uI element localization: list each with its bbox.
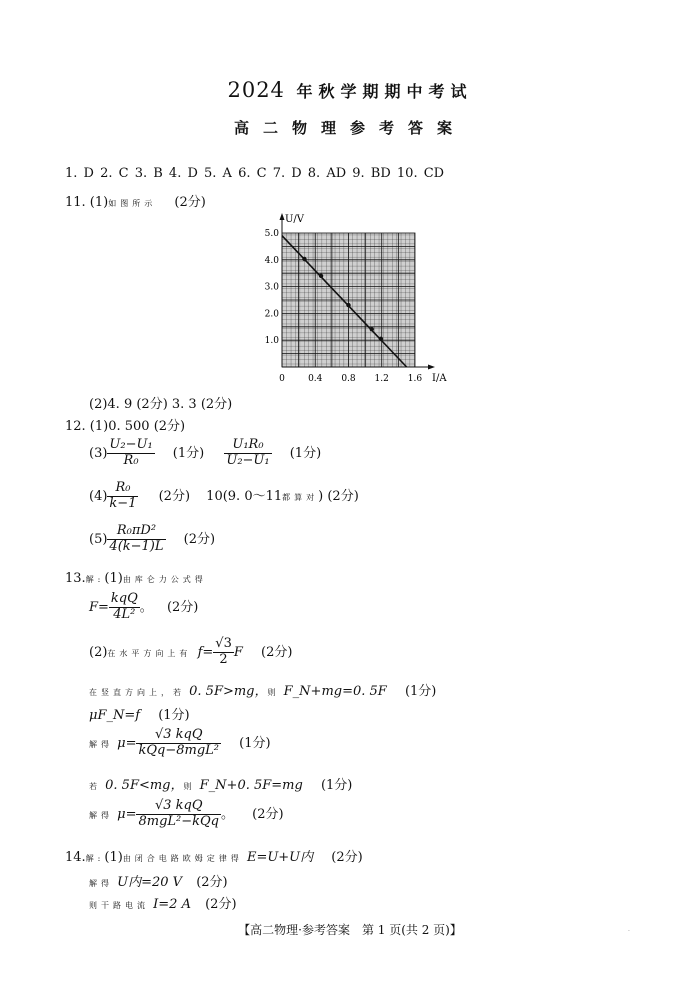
- q13-eq1: [89, 592, 198, 623]
- q14-intro: [65, 846, 363, 865]
- exam-year: 2024: [227, 78, 285, 102]
- ui-chart: [260, 208, 460, 388]
- x-axis-label: I/A: [432, 373, 447, 384]
- q12-part3: [89, 438, 321, 469]
- q13-line7: [89, 799, 284, 830]
- q12-part3-f2-den: U₂−U₁: [226, 452, 270, 468]
- q13-part2-text: 在水平方向上有: [107, 648, 192, 658]
- exam-title: [0, 78, 700, 102]
- data-point: [379, 337, 383, 341]
- y-axis-label: U/V: [285, 214, 305, 225]
- q14-label: 14.: [65, 850, 86, 865]
- q13-part2-rhs: F: [233, 644, 243, 660]
- q13-line3: [89, 680, 436, 699]
- q12-part3-f2-num: U₁R₀: [224, 438, 271, 454]
- q14-line2-score: (2分): [196, 875, 228, 890]
- q13-part1-label: (1): [104, 571, 123, 586]
- data-point: [370, 327, 374, 331]
- x-tick-label: 0.8: [341, 374, 356, 384]
- q12-part4-range: 10(9. 0～11: [206, 488, 283, 504]
- q14-line2-text: 解得: [89, 879, 113, 888]
- q12-part4-label: (4): [89, 488, 108, 504]
- y-tick-label: 2.0: [264, 309, 279, 320]
- y-axis-arrow: [280, 213, 285, 220]
- q13-line3-score: (1分): [404, 684, 437, 699]
- y-tick-label: 1.0: [264, 336, 279, 347]
- q13-part2-den: 2: [219, 651, 228, 667]
- y-tick-label: 4.0: [264, 255, 279, 266]
- q13-line4-score: (1分): [158, 708, 190, 723]
- q14-line2-eq: U内=20 V: [117, 875, 183, 890]
- q12-part3-score2: (1分): [289, 445, 322, 461]
- q12-part4-score1: (2分): [158, 488, 191, 504]
- q13-intro-text: 由库仑力公式得: [122, 575, 207, 584]
- x-axis-arrow: [428, 365, 435, 370]
- q11-part1-score: (2分): [174, 195, 206, 210]
- q13-line5-score: (1分): [239, 735, 271, 751]
- q13-line3-eq2: F_N+mg=0. 5F: [283, 684, 387, 699]
- q13-line6-score: (1分): [320, 778, 353, 793]
- q12-part3-fraction1: [107, 438, 154, 469]
- data-point: [302, 257, 306, 261]
- q13-eq1-score: (2分): [166, 599, 199, 615]
- exam-title-text: 年秋学期期中考试: [296, 82, 473, 101]
- q13-line7-den: 8mgL²−kQq: [138, 813, 219, 829]
- q12-part4: [89, 481, 359, 512]
- q13-line7-fraction: [136, 799, 221, 830]
- q13-intro: [65, 571, 207, 586]
- q13-line3-text2: 则: [267, 688, 280, 697]
- q12-part3-score1: (1分): [172, 445, 205, 461]
- q13-line7-num: √3 kqQ: [136, 799, 221, 815]
- q13-line7-lhs: μ=: [117, 806, 137, 822]
- q12-part3-label: (3): [89, 445, 108, 461]
- page-mark: ·: [628, 928, 630, 935]
- q11-part1: [65, 191, 206, 210]
- x-tick-label: 1.6: [407, 374, 423, 384]
- mc-answers: 1. D 2. C 3. B 4. D 5. A 6. C 7. D 8. AD 9. BD 10. CD: [65, 166, 445, 181]
- q13-part2-num: √3: [215, 636, 232, 651]
- q13-line5-num: √3 kqQ: [136, 728, 221, 744]
- q13-part2: [89, 637, 292, 668]
- q13-eq1-den: 4L²: [113, 606, 136, 622]
- q11-part1-label: 11. (1): [65, 195, 109, 210]
- q14-line3: [89, 893, 237, 912]
- q12-part4-f-den: k−1: [109, 495, 137, 511]
- q14-line3-text: 则干路电流: [89, 901, 149, 910]
- q14-line2: [89, 871, 228, 890]
- q13-eq1-fraction: [109, 592, 140, 623]
- y-tick-label: 5.0: [264, 229, 279, 239]
- q14-jie: 解:: [85, 854, 105, 863]
- q13-jie: 解:: [85, 575, 105, 584]
- q13-line5-text: 解得: [89, 739, 113, 749]
- page-footer: 【高二物理·参考答案 第 1 页(共 2 页)】: [238, 923, 462, 937]
- q12-part4-fraction: [107, 481, 138, 512]
- q13-line5-den: kQq−8mgL²: [138, 742, 219, 758]
- q13-line7-text: 解得: [89, 810, 113, 820]
- q14-part1-label: (1): [104, 850, 123, 865]
- q13-line3-eq1: 0. 5F>mg，: [189, 684, 268, 699]
- q12-part4-f-num: R₀: [107, 481, 138, 497]
- q12-part4-note: 都算对: [282, 492, 319, 502]
- q12-part4-end: ) (2分): [318, 488, 359, 504]
- x-tick-label: 0: [279, 374, 285, 384]
- q13-line4: [89, 704, 190, 723]
- exam-subtitle: 高二物理参考答案: [233, 119, 466, 137]
- q13-line7-end: 。: [221, 806, 235, 822]
- q12-part5-label: (5): [89, 531, 108, 547]
- data-point: [346, 303, 350, 307]
- q13-line7-score: (2分): [252, 806, 284, 822]
- q12-part3-fraction2: [224, 438, 271, 469]
- q13-label: 13.: [65, 571, 86, 586]
- q14-line3-eq: I=2 A: [153, 897, 191, 912]
- q13-line5-lhs: μ=: [117, 735, 137, 751]
- q13-line5-fraction: [136, 728, 221, 759]
- x-tick-label: 1.2: [374, 374, 389, 384]
- q12-part5-f-den: 4(k−1)L: [109, 538, 164, 554]
- q13-line5: [89, 728, 271, 759]
- q12-part5: [89, 524, 215, 555]
- data-point: [319, 274, 323, 278]
- q13-part2-fraction: [213, 637, 234, 668]
- q12-part5-fraction: [107, 524, 165, 555]
- q13-line6-text1: 若: [89, 782, 101, 791]
- q13-line3-text1: 在竖直方向上，若: [89, 688, 185, 697]
- q13-part2-lhs: f=: [197, 644, 214, 660]
- q13-eq1-lhs: F=: [89, 599, 109, 615]
- q13-line6-eq2: F_N+0. 5F=mg: [199, 778, 303, 793]
- q12-part3-f1-den: R₀: [123, 452, 139, 468]
- q11-part2: (2)4. 9 (2分) 3. 3 (2分): [89, 397, 233, 412]
- q13-line6: [89, 774, 352, 793]
- y-tick-label: 3.0: [264, 282, 279, 293]
- q12-part5-f-num: R₀πD²: [107, 524, 165, 540]
- q14-eq1: E=U+U内: [246, 850, 314, 865]
- q13-line4-eq: μF_N=f: [89, 708, 141, 723]
- q13-line6-eq1: 0. 5F<mg，: [105, 778, 184, 793]
- q13-part2-label: (2): [89, 644, 108, 660]
- q14-eq1-score: (2分): [331, 850, 363, 865]
- q13-part2-score: (2分): [261, 644, 293, 660]
- q12-part1: 12. (1)0. 500 (2分): [65, 419, 186, 434]
- x-tick-label: 0.4: [308, 374, 323, 384]
- q13-eq1-num: kqQ: [110, 591, 138, 606]
- q12-part5-score: (2分): [183, 531, 216, 547]
- q13-line6-text2: 则: [183, 782, 196, 791]
- q12-part3-f1-num: U₂−U₁: [109, 437, 153, 452]
- q11-part1-text: 如图所示: [108, 199, 157, 208]
- q14-line3-score: (2分): [205, 897, 237, 912]
- q14-intro-text: 由闭合电路欧姆定律得: [122, 854, 243, 863]
- q13-eq1-end: 。: [139, 599, 153, 615]
